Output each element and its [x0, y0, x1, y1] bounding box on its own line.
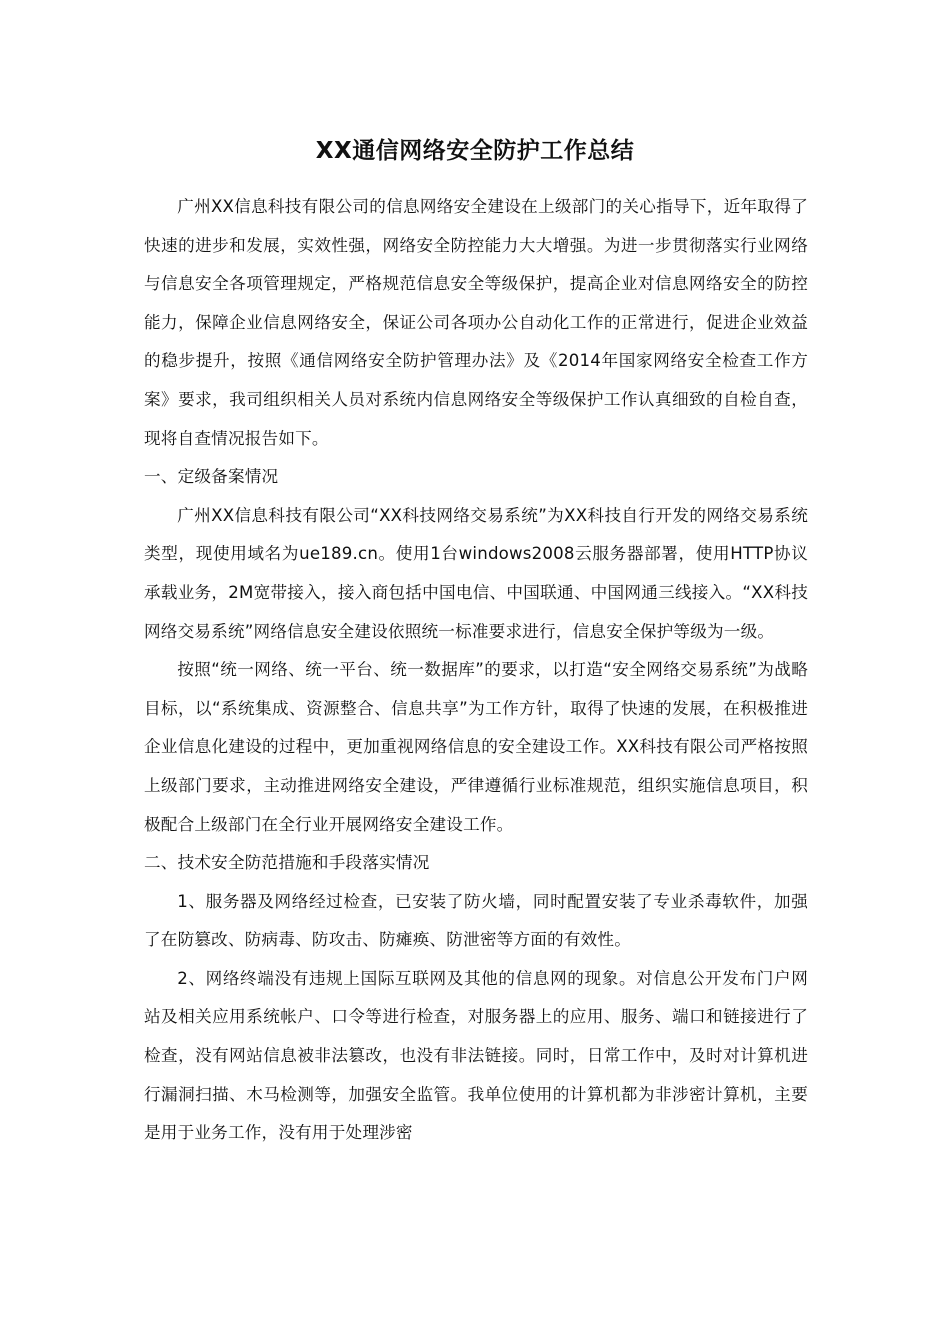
- section-paragraph: 按照“统一网络、统一平台、统一数据库”的要求，以打造“安全网络交易系统”为战略目标，以“系统集成、资源整合、信息共享”为工作方针，取得了快速的发展，在积极推进企业信息化建设的过程中，更加重视网络信息的安全建设工作。XX科技有限公司严格按照上级部门要求，主动推进网络安全建设，严律遵循行业标准规范，组织实施信息项目，积极配合上级部门在全行业开展网络安全建设工作。: [144, 660, 808, 834]
- section-paragraph: 广州XX信息科技有限公司“XX科技网络交易系统”为XX科技自行开发的网络交易系统类型，现使用域名为ue189.cn。使用1台windows2008云服务器部署，使用HTTP协议承载业务，2M宽带接入，接入商包括中国电信、中国联通、中国网通三线接入。“XX科技网络交易系统”网络信息安全建设依照统一标准要求进行，信息安全保护等级为一级。: [144, 505, 808, 641]
- document-body: [144, 188, 808, 1153]
- section-paragraph: 2、网络终端没有违规上国际互联网及其他的信息网的现象。对信息公开发布门户网站及相关应用系统帐户、口令等进行检查，对服务器上的应用、服务、端口和链接进行了检查，没有网站信息被非法篡改，也没有非法链接。同时，日常工作中，及时对计算机进行漏洞扫描、木马检测等，加强安全监管。我单位使用的计算机都为非涉密计算机，主要是用于业务工作，没有用于处理涉密: [144, 968, 808, 1143]
- document-title: XX通信网络安全防护工作总结: [315, 138, 635, 164]
- section-heading-filing: 一、定级备案情况: [144, 467, 279, 487]
- intro-paragraph: 广州XX信息科技有限公司的信息网络安全建设在上级部门的关心指导下，近年取得了快速的进步和发展，实效性强，网络安全防控能力大大增强。为进一步贯彻落实行业网络与信息安全各项管理规定，严格规范信息安全等级保护，提高企业对信息网络安全的防控能力，保障企业信息网络安全，保证公司各项办公自动化工作的正常进行，促进企业效益的稳步提升，按照《通信网络安全防护管理办法》及《2014年国家网络安全检查工作方案》要求，我司组织相关人员对系统内信息网络安全等级保护工作认真细致的自检自查，现将自查情况报告如下。: [144, 197, 808, 448]
- section-heading-technical-measures: 二、技术安全防范措施和手段落实情况: [144, 853, 430, 873]
- section-paragraph: 1、服务器及网络经过检查，已安装了防火墙，同时配置安装了专业杀毒软件，加强了在防篡改、防病毒、防攻击、防瘫痪、防泄密等方面的有效性。: [144, 891, 808, 950]
